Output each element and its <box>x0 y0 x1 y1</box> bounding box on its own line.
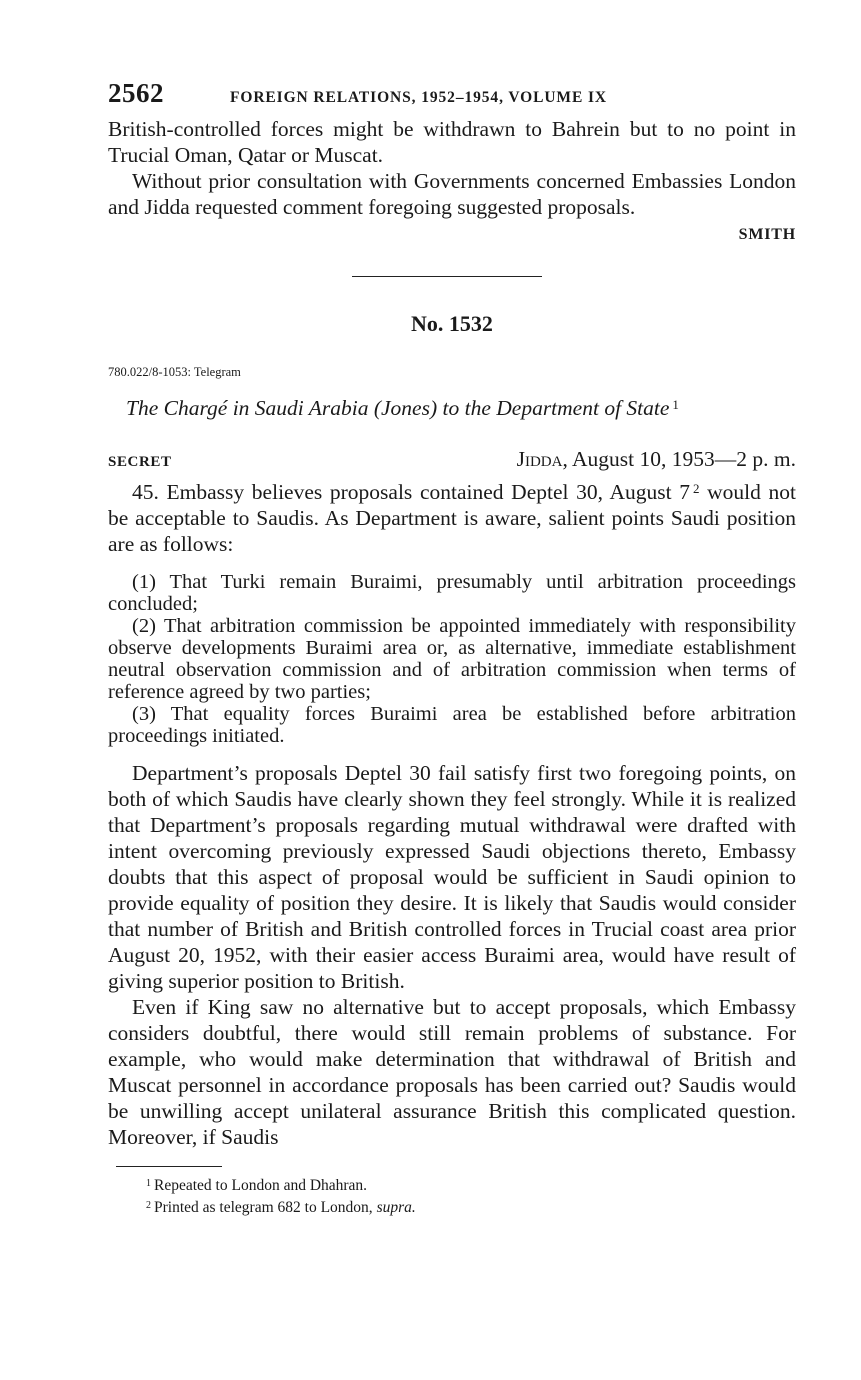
footnote-text: Printed as telegram 682 to London, <box>154 1199 377 1216</box>
file-reference: 780.022/8-1053: Telegram <box>108 365 241 379</box>
signature: SMITH <box>738 226 796 243</box>
saudi-points-list <box>108 571 796 747</box>
classification-label: SECRET <box>108 454 172 470</box>
section-divider <box>352 276 542 277</box>
document-title-text: The Chargé in Saudi Arabia (Jones) to the Department of State <box>126 396 670 420</box>
footnote-italic: supra. <box>376 1199 416 1216</box>
list-item: (1) That Turki remain Buraimi, presumably until arbitration proceedings concluded; <box>108 571 796 615</box>
footnotes <box>108 1174 796 1218</box>
list-item: (2) That arbitration commission be appointed immediately with responsibility observe developments Buraimi area or, as alternative, immediate establishment neutral observation commission and of arbitration commission when terms of reference agreed by two parties; <box>108 615 796 703</box>
footnote-marker: 1 <box>672 397 679 412</box>
document-number: No. 1532 <box>411 311 493 336</box>
document-title <box>108 396 796 421</box>
opening-text-cont: would not be acceptable to Saudis. As Department is aware, salient points Saudi position are as follows: <box>108 480 796 556</box>
footnote-text: Repeated to London and Dhahran. <box>154 1177 368 1194</box>
department-proposals-paragraph: Department’s proposals Deptel 30 fail satisfy first two foregoing points, on both of which Saudis have clearly shown they feel strongly. While it is realized that Department’s proposals regarding mutual withdrawal were drafted with intent overcoming previously expressed Saudi objections thereto, Embassy doubts that this aspect of proposal would be sufficient in Saudi opinion to provide equality of position they desire. It is likely that Saudis would consider that number of British and British controlled forces in Trucial coast area prior August 20, 1952, with their easier access Buraimi area, would have result of giving superior position to British. <box>108 761 796 993</box>
opening-text: 45. Embassy believes proposals contained Deptel 30, August 7 <box>132 480 690 504</box>
footnote-1 <box>146 1174 796 1196</box>
place-date <box>517 447 796 472</box>
dateline <box>108 447 796 472</box>
footnote-2 <box>146 1196 796 1218</box>
consultation-paragraph: Without prior consultation with Governments concerned Embassies London and Jidda requested comment foregoing suggested proposals. <box>108 169 796 219</box>
footnote-rule <box>116 1166 222 1167</box>
list-item: (3) That equality forces Buraimi area be established before arbitration proceedings initiated. <box>108 703 796 747</box>
place: Jidda <box>516 447 563 471</box>
footnote-marker: 2 <box>692 481 700 496</box>
document-page <box>108 78 796 1218</box>
carryover-paragraph: British-controlled forces might be withdrawn to Bahrein but to no point in Trucial Oman, Qatar or Muscat. <box>108 117 796 167</box>
footnote-number: 1 <box>146 1178 151 1189</box>
date: , August 10, 1953—2 p. m. <box>562 447 796 471</box>
opening-paragraph <box>108 476 796 557</box>
king-paragraph: Even if King saw no alternative but to accept proposals, which Embassy considers doubtful, there would still remain problems of substance. For example, who would make determination that withdrawal of British and Muscat personnel in accordance proposals has been carried out? Saudis would be unwilling accept unilateral assurance British this complicated question. Moreover, if Saudis <box>108 995 796 1149</box>
running-title: FOREIGN RELATIONS, 1952–1954, VOLUME IX <box>230 89 607 106</box>
running-head <box>108 78 796 116</box>
page-number: 2562 <box>108 78 164 108</box>
footnote-number: 2 <box>146 1200 151 1211</box>
